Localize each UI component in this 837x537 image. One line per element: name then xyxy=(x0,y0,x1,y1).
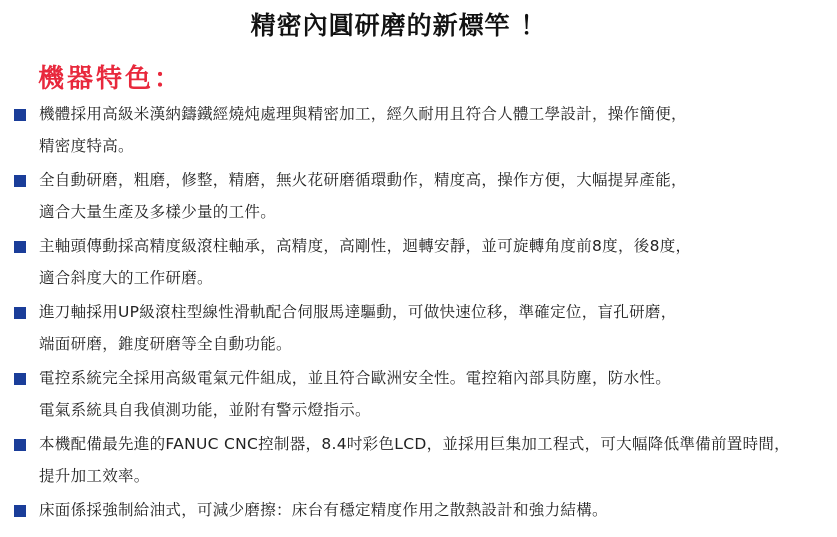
list-item xyxy=(14,428,832,492)
list-item xyxy=(14,296,832,360)
list-item xyxy=(14,362,832,426)
feature-list xyxy=(14,98,832,528)
feature-line: 進刀軸採用UP級滾柱型線性滑軌配合伺服馬達驅動，可做快速位移，準確定位，盲孔研磨， xyxy=(39,303,677,321)
list-item xyxy=(14,494,832,526)
feature-line: 提升加工效率。 xyxy=(39,467,150,485)
feature-line: 精密度特高。 xyxy=(39,137,134,155)
list-item xyxy=(14,164,832,228)
feature-line: 本機配備最先進的FANUC CNC控制器，8.4吋彩色LCD，並採用巨集加工程式，可大幅降低準備前置時間， xyxy=(39,435,790,453)
section-heading: 機器特色： xyxy=(38,64,184,94)
feature-line: 主軸頭傳動採高精度級滾柱軸承，高精度，高剛性，迴轉安靜，並可旋轉角度前8度，後8度， xyxy=(39,237,692,255)
list-item xyxy=(14,230,832,294)
feature-line: 電控系統完全採用高級電氣元件組成，並且符合歐洲安全性。電控箱內部具防塵，防水性。 xyxy=(39,369,672,387)
feature-line: 床面係採強制給油式，可減少磨擦：床台有穩定精度作用之散熱設計和強力結構。 xyxy=(39,501,608,519)
square-bullet-icon xyxy=(14,439,26,451)
feature-line: 全自動研磨，粗磨，修整，精磨，無火花研磨循環動作，精度高，操作方便，大幅提昇產能， xyxy=(39,171,687,189)
square-bullet-icon xyxy=(14,505,26,517)
list-item xyxy=(14,98,832,162)
square-bullet-icon xyxy=(14,373,26,385)
page-title: 精密內圓研磨的新標竿 ！ xyxy=(250,11,547,40)
feature-line: 機體採用高級米漢納鑄鐵經燒炖處理與精密加工，經久耐用且符合人體工學設計，操作簡便， xyxy=(39,105,687,123)
feature-line: 適合大量生產及多樣少量的工件。 xyxy=(39,203,277,221)
square-bullet-icon xyxy=(14,175,26,187)
square-bullet-icon xyxy=(14,241,26,253)
feature-line: 電氣系統具自我偵測功能，並附有警示燈指示。 xyxy=(39,401,371,419)
feature-line: 端面研磨，錐度研磨等全自動功能。 xyxy=(39,335,292,353)
square-bullet-icon xyxy=(14,109,26,121)
square-bullet-icon xyxy=(14,307,26,319)
feature-line: 適合斜度大的工作研磨。 xyxy=(39,269,213,287)
